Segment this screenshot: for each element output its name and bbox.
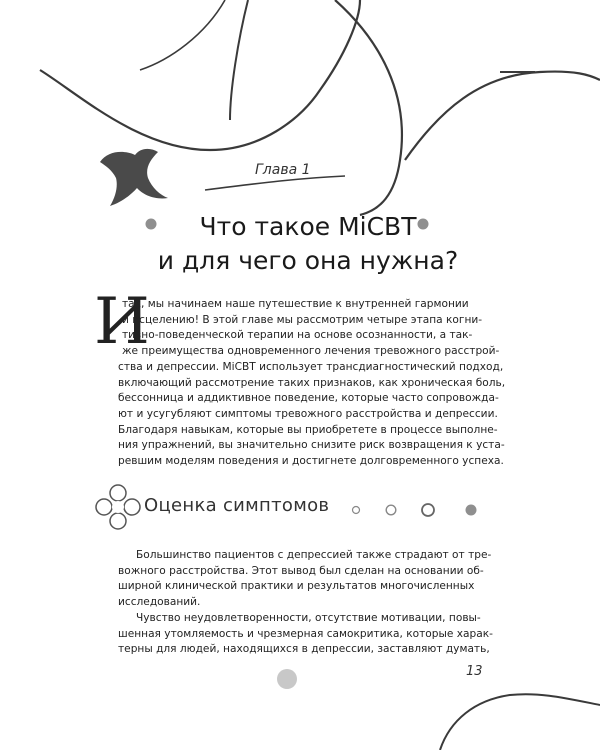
section-dot-3 [422, 504, 434, 516]
chapter-label: Глава 1 [255, 162, 311, 178]
text-line: ревшим моделям поведения и достигнете долговременного успеха. [118, 455, 504, 468]
text-line: так, мы начинаем наше путешествие к внутренней гармонии [122, 298, 469, 310]
body-paragraph [118, 548, 493, 658]
page-number: 13 [466, 664, 483, 679]
section-heading: Оценка симптомов [144, 495, 330, 516]
text-line: же преимущества одновременного лечения тревожного расстрой- [122, 345, 500, 358]
text-line: терны для людей, находящихся в депрессии, заставляют думать, [118, 643, 490, 656]
text-line: ства и депрессии. MiCBT использует трансдиагностический подход, [118, 360, 504, 373]
text-line: включающий рассмотрение таких признаков, как хроническая боль, [118, 376, 506, 389]
wing-curve-art [405, 72, 600, 160]
small-bird-icon [100, 149, 168, 206]
text-line: ширной клинической практики и результатов многочисленных [118, 580, 475, 593]
title-line-1: Что такое MiCBT [199, 212, 417, 241]
text-line: бессонница и аддиктивное поведение, которые часто сопровожда- [118, 392, 499, 405]
text-line: Чувство неудовлетворенности, отсутствие мотивации, повы- [136, 611, 481, 624]
section-dot-1 [353, 507, 360, 514]
bird-outline-art [40, 0, 360, 150]
text-line: ния упражнений, вы значительно снизите риск возвращения к уста- [118, 439, 505, 452]
text-line: шенная утомляемость и чрезмерная самокритика, которые харак- [118, 627, 493, 640]
page-title [118, 210, 498, 278]
text-line: тивно-поведенческой терапии на основе осознанности, а так- [122, 329, 473, 342]
flower-icon [96, 485, 140, 529]
text-line: и исцелению! В этой главе мы рассмотрим четыре этапа когни- [122, 313, 483, 326]
wing-outline-art [335, 0, 402, 215]
feather-line-2 [140, 0, 225, 70]
text-line: Благодаря навыкам, которые вы приобретете в процессе выполне- [118, 423, 498, 436]
intro-paragraph [118, 297, 506, 470]
title-line-2: и для чего она нужна? [157, 246, 459, 275]
wave-line-art [205, 176, 345, 190]
feather-line-1 [230, 0, 248, 120]
text-line: вожного расстройства. Этот вывод был сделан на основании об- [118, 564, 484, 577]
text-line: ют и усугубляют симптомы тревожного расстройства и депрессии. [118, 407, 498, 420]
section-dot-4 [466, 505, 477, 516]
bottom-curve-art [440, 694, 600, 750]
text-line: Большинство пациентов с депрессией также страдают от тре- [136, 549, 492, 561]
section-dot-2 [386, 505, 396, 515]
drop-cap: И [94, 285, 150, 359]
bottom-gray-blob [277, 669, 297, 689]
text-line: исследований. [118, 596, 201, 609]
